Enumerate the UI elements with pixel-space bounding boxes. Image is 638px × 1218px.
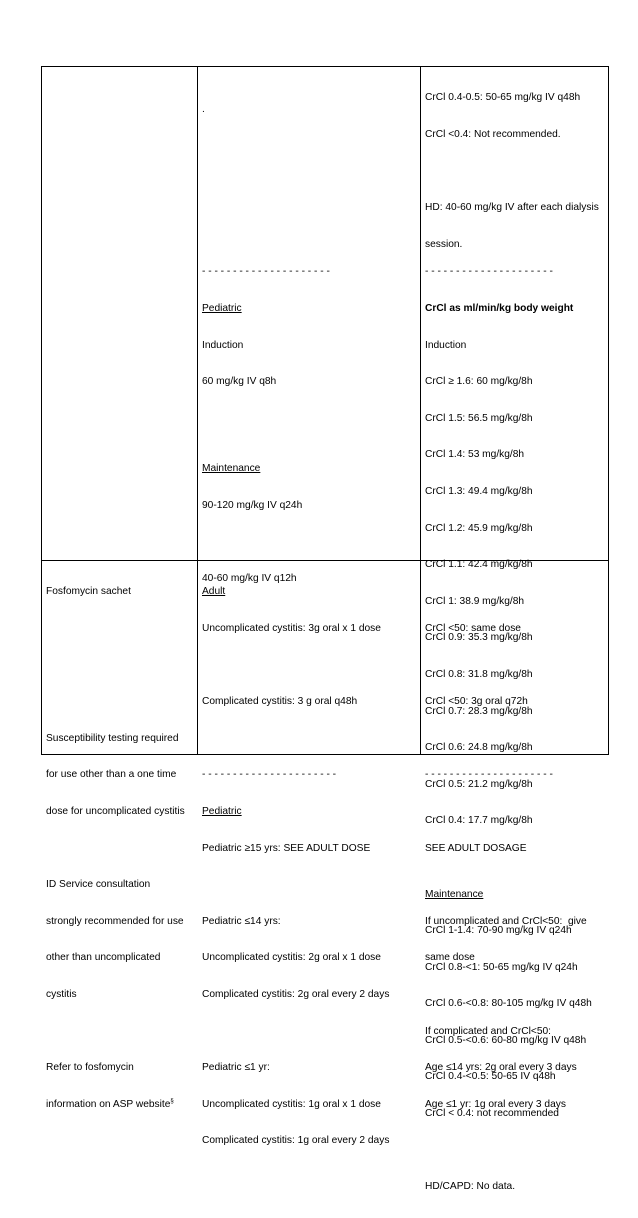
maintenance-header: Maintenance bbox=[202, 463, 261, 475]
susceptibility-note: for use other than a one time bbox=[46, 769, 177, 781]
renal-line: session. bbox=[425, 238, 463, 250]
row1-dosing-cell bbox=[202, 80, 213, 141]
dash-separator: - - - - - - - - - - - - - - - - - - - - - - bbox=[202, 769, 337, 781]
column-divider-1 bbox=[197, 66, 198, 755]
pediatric-header: Pediatric bbox=[202, 805, 242, 817]
pediatric-header: Pediatric bbox=[202, 303, 242, 314]
renal-complicated-dose: CrCl <50: 3g oral q72h bbox=[425, 696, 528, 708]
id-consult-note: other than uncomplicated bbox=[46, 952, 161, 964]
crcl-line: CrCl 0.8-<1: 50-65 mg/kg IV q24h bbox=[425, 961, 578, 973]
crcl-line: CrCl 1.2: 45.9 mg/kg/8h bbox=[425, 522, 533, 534]
dash-separator: - - - - - - - - - - - - - - - - - - - - - bbox=[202, 266, 330, 278]
refer-note-text: information on ASP website bbox=[46, 1098, 171, 1110]
crcl-line: CrCl 0.9: 35.3 mg/kg/8h bbox=[425, 632, 533, 644]
susceptibility-note: dose for uncomplicated cystitis bbox=[46, 805, 185, 817]
crcl-line: CrCl 0.5: 21.2 mg/kg/8h bbox=[425, 778, 533, 790]
section-mark: § bbox=[170, 1098, 174, 1105]
adult-complicated: Complicated cystitis: 3 g oral q48h bbox=[202, 696, 358, 708]
refer-note: Refer to fosfomycin bbox=[46, 1062, 134, 1074]
crcl-line: CrCl 1.4: 53 mg/kg/8h bbox=[425, 449, 525, 461]
column-divider-2 bbox=[420, 66, 421, 755]
pediatric-le14-line: Uncomplicated cystitis: 2g oral x 1 dose bbox=[202, 952, 381, 964]
renal-line bbox=[425, 166, 599, 178]
id-consult-note: cystitis bbox=[46, 988, 77, 1000]
crcl-line: CrCl 1: 38.9 mg/kg/8h bbox=[425, 595, 525, 607]
renal-line: CrCl <0.4: Not recommended. bbox=[425, 129, 561, 140]
crcl-line: CrCl ≥ 1.6: 60 mg/kg/8h bbox=[425, 376, 533, 388]
crcl-line: CrCl 0.7: 28.3 mg/kg/8h bbox=[425, 705, 533, 717]
pediatric-ge15: Pediatric ≥15 yrs: SEE ADULT DOSE bbox=[202, 842, 371, 854]
induction-header: Induction bbox=[425, 339, 467, 351]
id-consult-note: strongly recommended for use bbox=[46, 915, 184, 927]
renal-line: CrCl 0.4-0.5: 50-65 mg/kg IV q48h bbox=[425, 92, 581, 104]
adult-uncomplicated: Uncomplicated cystitis: 3g oral x 1 dose bbox=[202, 623, 381, 634]
dosing-table bbox=[41, 66, 609, 1193]
induction-header: Induction bbox=[202, 339, 244, 351]
maintenance-dose-2: 40-60 mg/kg IV q12h bbox=[202, 573, 297, 585]
crcl-header: CrCl as ml/min/kg body weight bbox=[425, 303, 574, 314]
crcl-line: CrCl 0.6-<0.8: 80-105 mg/kg IV q48h bbox=[425, 998, 592, 1010]
crcl-line: CrCl 1.1: 42.4 mg/kg/8h bbox=[425, 559, 533, 571]
crcl-line: CrCl 0.4-<0.5: 50-65 IV q48h bbox=[425, 1071, 556, 1083]
row1-pediatric-dosing bbox=[202, 242, 330, 413]
table-right-border bbox=[608, 66, 609, 755]
crcl-line: CrCl 0.8: 31.8 mg/kg/8h bbox=[425, 668, 533, 680]
uncomplicated-note: same dose bbox=[425, 952, 475, 964]
crcl-line: CrCl 0.5-<0.6: 60-80 mg/kg IV q48h bbox=[425, 1034, 587, 1046]
table-top-border bbox=[41, 66, 609, 67]
crcl-line: CrCl 0.4: 17.7 mg/kg/8h bbox=[425, 815, 533, 827]
table-left-border bbox=[41, 66, 42, 755]
pediatric-le14-header: Pediatric ≤14 yrs: bbox=[202, 915, 281, 927]
renal-line: HD: 40-60 mg/kg IV after each dialysis bbox=[425, 202, 599, 214]
drug-name: Fosfomycin sachet bbox=[46, 586, 131, 598]
dash-separator: - - - - - - - - - - - - - - - - - - - - - bbox=[425, 266, 553, 278]
fosfomycin-renal-cell bbox=[425, 562, 587, 1135]
uncomplicated-note: If uncomplicated and CrCl<50: give bbox=[425, 915, 587, 927]
pediatric-le1-line: Uncomplicated cystitis: 1g oral x 1 dose bbox=[202, 1098, 381, 1110]
dash-separator: - - - - - - - - - - - - - - - - - - - - - bbox=[425, 769, 553, 781]
adult-header: Adult bbox=[202, 586, 226, 598]
complicated-header: If complicated and CrCl<50: bbox=[425, 1025, 551, 1037]
crcl-line: CrCl 0.6: 24.8 mg/kg/8h bbox=[425, 742, 533, 754]
crcl-line: CrCl 1.3: 49.4 mg/kg/8h bbox=[425, 485, 533, 497]
drug-info-cell bbox=[46, 562, 185, 1135]
complicated-line: Age ≤14 yrs: 2g oral every 3 days bbox=[425, 1062, 577, 1074]
see-adult-dosage: SEE ADULT DOSAGE bbox=[425, 842, 527, 854]
maintenance-dose-1: 90-120 mg/kg IV q24h bbox=[202, 500, 303, 511]
induction-dose: 60 mg/kg IV q8h bbox=[202, 376, 277, 388]
renal-same-dose: CrCl <50: same dose bbox=[425, 623, 521, 634]
fosfomycin-dosing-cell bbox=[202, 562, 389, 1172]
complicated-line: Age ≤1 yr: 1g oral every 3 days bbox=[425, 1098, 566, 1110]
pediatric-le14-line: Complicated cystitis: 2g oral every 2 days bbox=[202, 988, 390, 1000]
id-consult-note: ID Service consultation bbox=[46, 879, 151, 891]
maintenance-header: Maintenance bbox=[425, 888, 484, 900]
period-mark: . bbox=[202, 104, 205, 116]
susceptibility-note: Susceptibility testing required bbox=[46, 732, 179, 744]
pediatric-le1-header: Pediatric ≤1 yr: bbox=[202, 1062, 270, 1074]
hd-note: HD/CAPD: No data. bbox=[425, 1181, 516, 1193]
crcl-line: CrCl < 0.4: not recommended bbox=[425, 1108, 559, 1120]
crcl-line: CrCl 1-1.4: 70-90 mg/kg IV q24h bbox=[425, 925, 572, 937]
crcl-line: CrCl 1.5: 56.5 mg/kg/8h bbox=[425, 412, 533, 424]
refer-note-website bbox=[46, 1099, 185, 1111]
pediatric-le1-line: Complicated cystitis: 1g oral every 2 days bbox=[202, 1135, 390, 1147]
